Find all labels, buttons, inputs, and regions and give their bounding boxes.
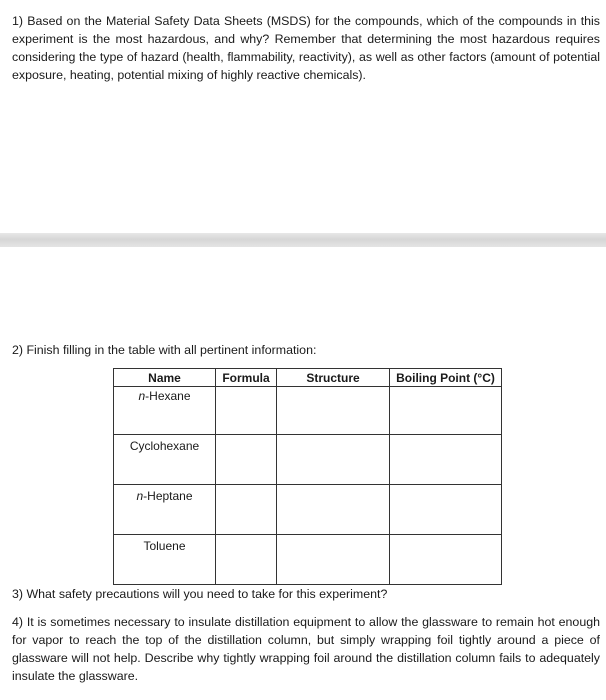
- structure-cell[interactable]: [277, 435, 390, 485]
- formula-cell[interactable]: [216, 485, 277, 535]
- compound-name: Toluene: [143, 539, 186, 553]
- boiling-point-cell[interactable]: [390, 387, 502, 435]
- formula-cell[interactable]: [216, 387, 277, 435]
- page-divider: [0, 233, 606, 247]
- question-4-text: 4) It is sometimes necessary to insulate distillation equipment to allow the glassware to remain hot enough for vapor to reach the top of the distillation column, but simply wrapping foil tightly around a piece of glassware will not help. Describe why tightly wrapping foil around the distillation column fails to adequately insulate the glassware.: [12, 615, 600, 683]
- structure-cell[interactable]: [277, 535, 390, 585]
- compound-name-cell: [114, 387, 216, 435]
- compound-table: [113, 368, 502, 585]
- boiling-point-cell[interactable]: [390, 535, 502, 585]
- header-boiling-point: Boiling Point (°C): [390, 369, 502, 387]
- compound-name: n-Heptane: [136, 489, 193, 503]
- compound-name: n-Hexane: [138, 389, 191, 403]
- compound-name-cell: [114, 485, 216, 535]
- header-formula: Formula: [216, 369, 277, 387]
- formula-cell[interactable]: [216, 535, 277, 585]
- table-row: [114, 435, 502, 485]
- header-name: Name: [114, 369, 216, 387]
- structure-cell[interactable]: [277, 387, 390, 435]
- compound-name: Cyclohexane: [129, 439, 200, 453]
- table-row: [114, 387, 502, 435]
- table-row: [114, 485, 502, 535]
- boiling-point-cell[interactable]: [390, 435, 502, 485]
- header-structure: Structure: [277, 369, 390, 387]
- compound-name-cell: [114, 535, 216, 585]
- boiling-point-cell[interactable]: [390, 485, 502, 535]
- question-2-text: 2) Finish filling in the table with all pertinent information:: [12, 343, 317, 357]
- question-3-text: 3) What safety precautions will you need to take for this experiment?: [12, 587, 388, 601]
- structure-cell[interactable]: [277, 485, 390, 535]
- compound-name-cell: [114, 435, 216, 485]
- table-row: [114, 535, 502, 585]
- table-header-row: [114, 369, 502, 387]
- question-1-text: 1) Based on the Material Safety Data Sheets (MSDS) for the compounds, which of the compounds in this experiment is the most hazardous, and why? Remember that determining the most hazardous requires considering the type of hazard (health, flammability, reactivity), as well as other factors (amount of potential exposure, heating, potential mixing of highly reactive chemicals).: [12, 14, 600, 82]
- formula-cell[interactable]: [216, 435, 277, 485]
